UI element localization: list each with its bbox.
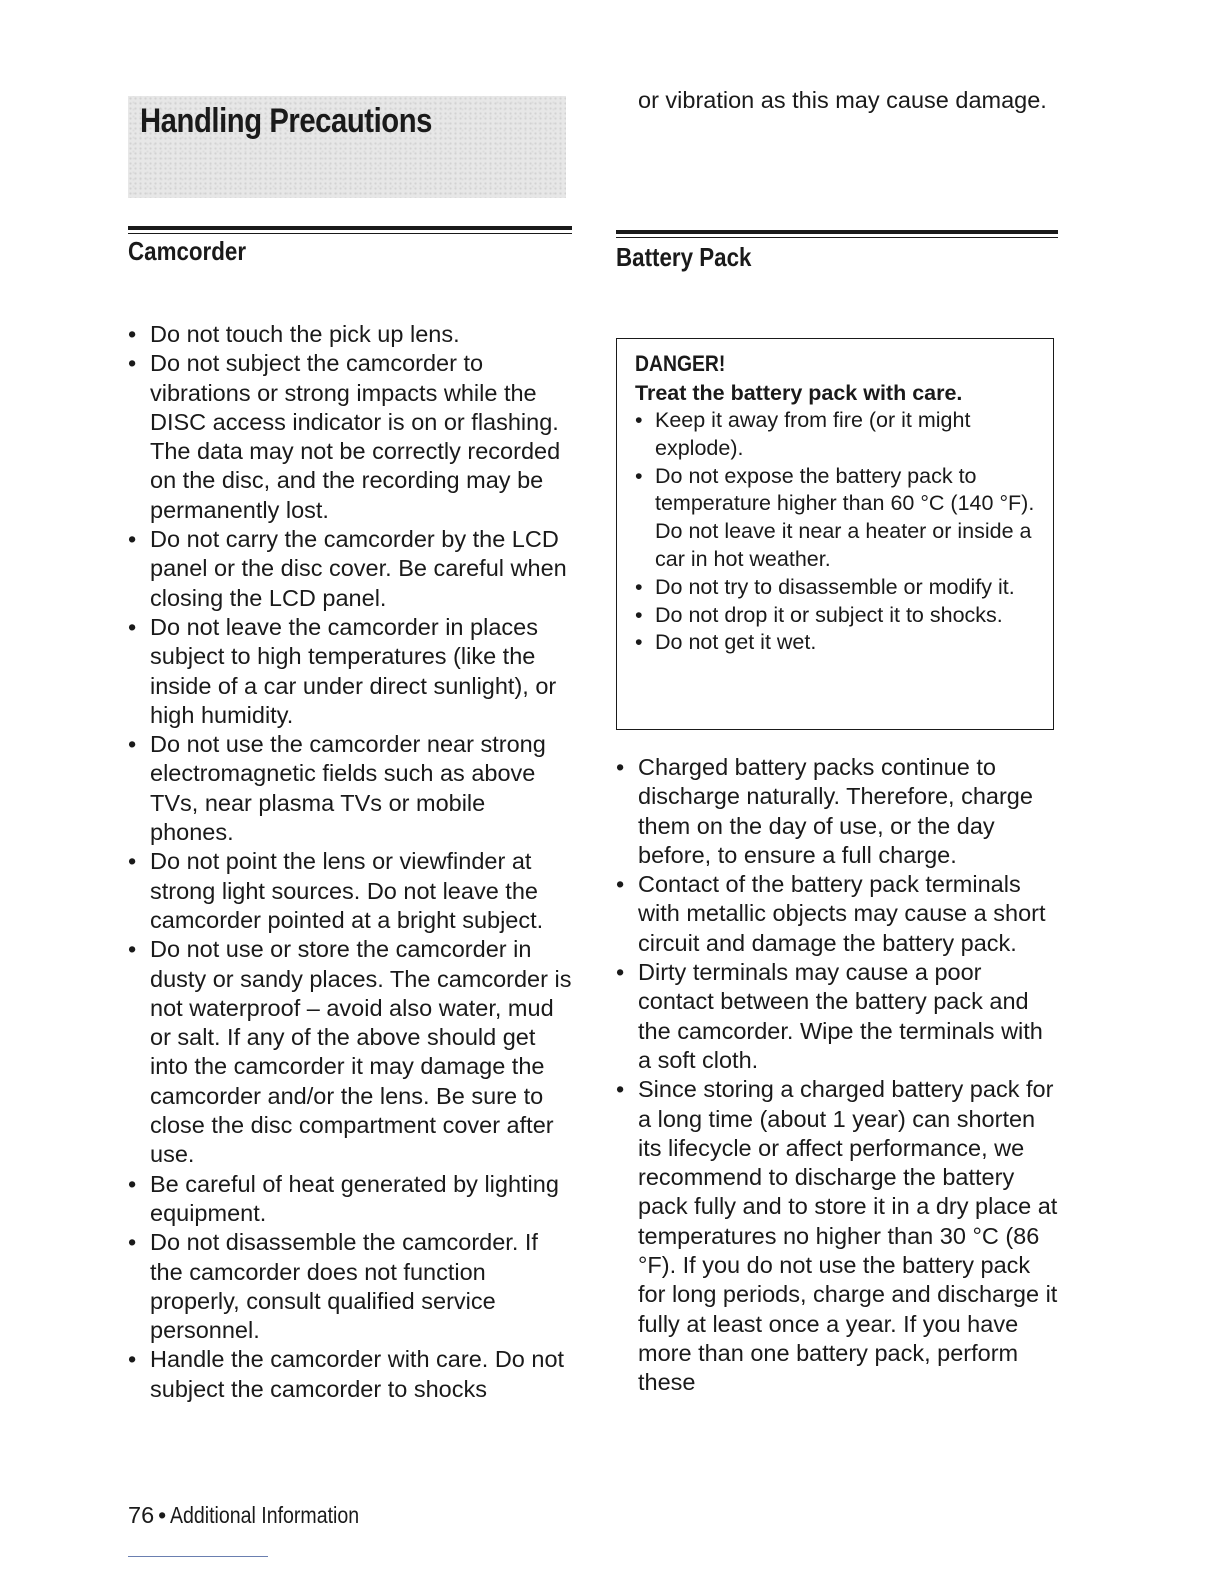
list-item: • Do not subject the camcorder to vibrations or strong impacts while the DISC access indicator is on or flashing. The data may not be correctly recorded on the disc, and the recording may be permanently lost. <box>128 349 574 525</box>
page-footer <box>128 1502 393 1529</box>
danger-title: DANGER! <box>635 351 726 376</box>
danger-list <box>635 407 1041 657</box>
list-item: • Do not drop it or subject it to shocks. <box>635 602 1041 630</box>
camcorder-section-rule <box>128 226 572 230</box>
camcorder-list <box>128 320 574 1404</box>
battery-list <box>616 753 1060 1398</box>
footer-label: Additional Information <box>170 1502 360 1528</box>
list-item: • Do not try to disassemble or modify it. <box>635 574 1041 602</box>
battery-list-container <box>616 753 1060 1398</box>
battery-heading: Battery Pack <box>616 242 752 272</box>
footer-separator: • <box>158 1502 167 1528</box>
list-item: • Do not use the camcorder near strong electromagnetic fields such as above TVs, near plasma TVs or mobile phones. <box>128 730 574 847</box>
list-item: • Do not carry the camcorder by the LCD panel or the disc cover. Be careful when closing the LCD panel. <box>128 525 574 613</box>
title-banner <box>128 96 566 198</box>
list-item: • Do not use or store the camcorder in dusty or sandy places. The camcorder is not waterproof – avoid also water, mud or salt. If any of the above should get into the camcorder it may damage the camcorder and/or the lens. Be sure to close the disc compartment cover after use. <box>128 935 574 1169</box>
danger-subtitle: Treat the battery pack with care. <box>635 381 963 405</box>
list-item: • Handle the camcorder with care. Do not subject the camcorder to shocks <box>128 1345 574 1404</box>
page-number: 76 <box>128 1502 155 1528</box>
list-item: • Do not expose the battery pack to temperature higher than 60 °C (140 °F). Do not leave it near a heater or inside a car in hot weather. <box>635 463 1041 574</box>
list-item: • Keep it away from fire (or it might explode). <box>635 407 1041 463</box>
list-item: • Do not point the lens or viewfinder at strong light sources. Do not leave the camcorder pointed at a bright subject. <box>128 847 574 935</box>
list-item: • Dirty terminals may cause a poor contact between the battery pack and the camcorder. Wipe the terminals with a soft cloth. <box>616 958 1060 1075</box>
list-item: • Charged battery packs continue to discharge naturally. Therefore, charge them on the day of use, or the day before, to ensure a full charge. <box>616 753 1060 870</box>
list-item: • Do not leave the camcorder in places subject to high temperatures (like the inside of a car under direct sunlight), or high humidity. <box>128 613 574 730</box>
continued-text: or vibration as this may cause damage. <box>638 87 1047 113</box>
battery-section-rule <box>616 230 1058 234</box>
page-title: Handling Precautions <box>140 102 432 140</box>
camcorder-heading: Camcorder <box>128 236 247 266</box>
list-item: • Do not get it wet. <box>635 629 1041 657</box>
list-item: • Be careful of heat generated by lighting equipment. <box>128 1170 574 1229</box>
danger-box <box>616 338 1054 730</box>
footer-rule <box>128 1556 268 1557</box>
list-item: • Since storing a charged battery pack for a long time (about 1 year) can shorten its lifecycle or affect performance, we recommend to discharge the battery pack fully and to store it in a dry place at temperatures no higher than 30 °C (86 °F). If you do not use the battery pack for long periods, charge and discharge it fully at least once a year. If you have more than one battery pack, perform these <box>616 1075 1060 1397</box>
list-item: • Contact of the battery pack terminals with metallic objects may cause a short circuit and damage the battery pack. <box>616 870 1060 958</box>
list-item: • Do not touch the pick up lens. <box>128 320 574 349</box>
list-item: • Do not disassemble the camcorder. If the camcorder does not function properly, consult qualified service personnel. <box>128 1228 574 1345</box>
camcorder-list-container <box>128 320 574 1404</box>
